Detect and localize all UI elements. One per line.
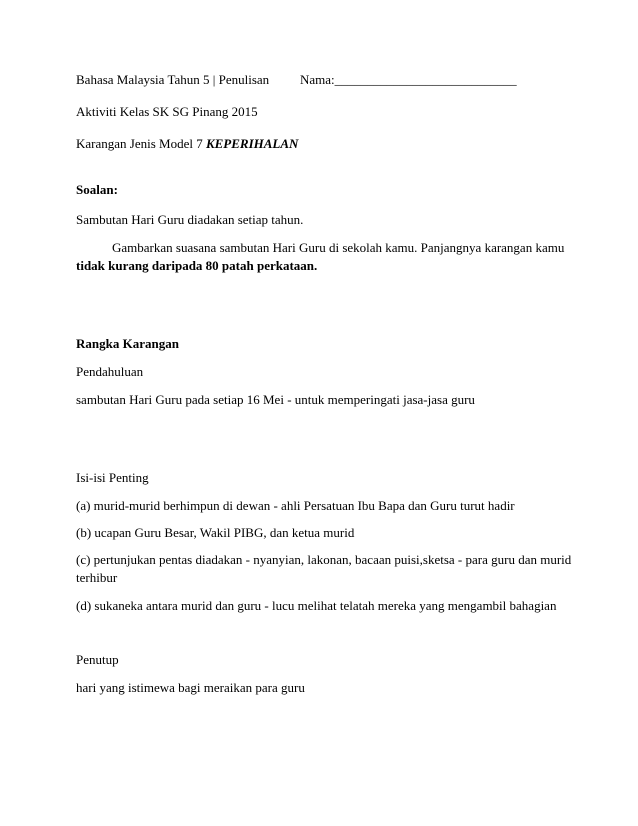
closing-text: hari yang istimewa bagi meraikan para guru (76, 680, 305, 695)
header-line-1 (76, 72, 269, 88)
point-c-continued: terhibur (76, 570, 118, 585)
subject-title: Bahasa Malaysia Tahun 5 | Penulisan (76, 72, 270, 87)
name-field: Nama:____________________________ (300, 72, 517, 87)
point-a: (a) murid-murid berhimpun di dewan - ahli Persatuan Ibu Bapa dan Guru turut hadir (76, 498, 515, 513)
point-d: (d) sukaneka antara murid dan guru - lucu melihat telatah mereka yang mengambil bahagian (76, 598, 557, 613)
question-line-2: Gambarkan suasana sambutan Hari Guru di sekolah kamu. Panjangnya karangan kamu (112, 240, 565, 255)
essay-type-line (76, 136, 298, 152)
points-label: Isi-isi Penting (76, 470, 149, 485)
outline-heading: Rangka Karangan (76, 336, 179, 351)
question-line-3: tidak kurang daripada 80 patah perkataan. (76, 258, 318, 273)
question-heading: Soalan: (76, 182, 118, 197)
activity-line: Aktiviti Kelas SK SG Pinang 2015 (76, 104, 258, 119)
closing-label: Penutup (76, 652, 119, 667)
intro-text: sambutan Hari Guru pada setiap 16 Mei - untuk memperingati jasa-jasa guru (76, 392, 475, 407)
question-line-1: Sambutan Hari Guru diadakan setiap tahun. (76, 212, 304, 227)
essay-type-prefix: Karangan Jenis Model 7 (76, 136, 206, 151)
point-b: (b) ucapan Guru Besar, Wakil PIBG, dan ketua murid (76, 525, 355, 540)
intro-label: Pendahuluan (76, 364, 144, 379)
point-c: (c) pertunjukan pentas diadakan - nyanyian, lakonan, bacaan puisi,sketsa - para guru dan murid (76, 552, 572, 567)
essay-type-emphasis: KEPERIHALAN (205, 136, 299, 151)
